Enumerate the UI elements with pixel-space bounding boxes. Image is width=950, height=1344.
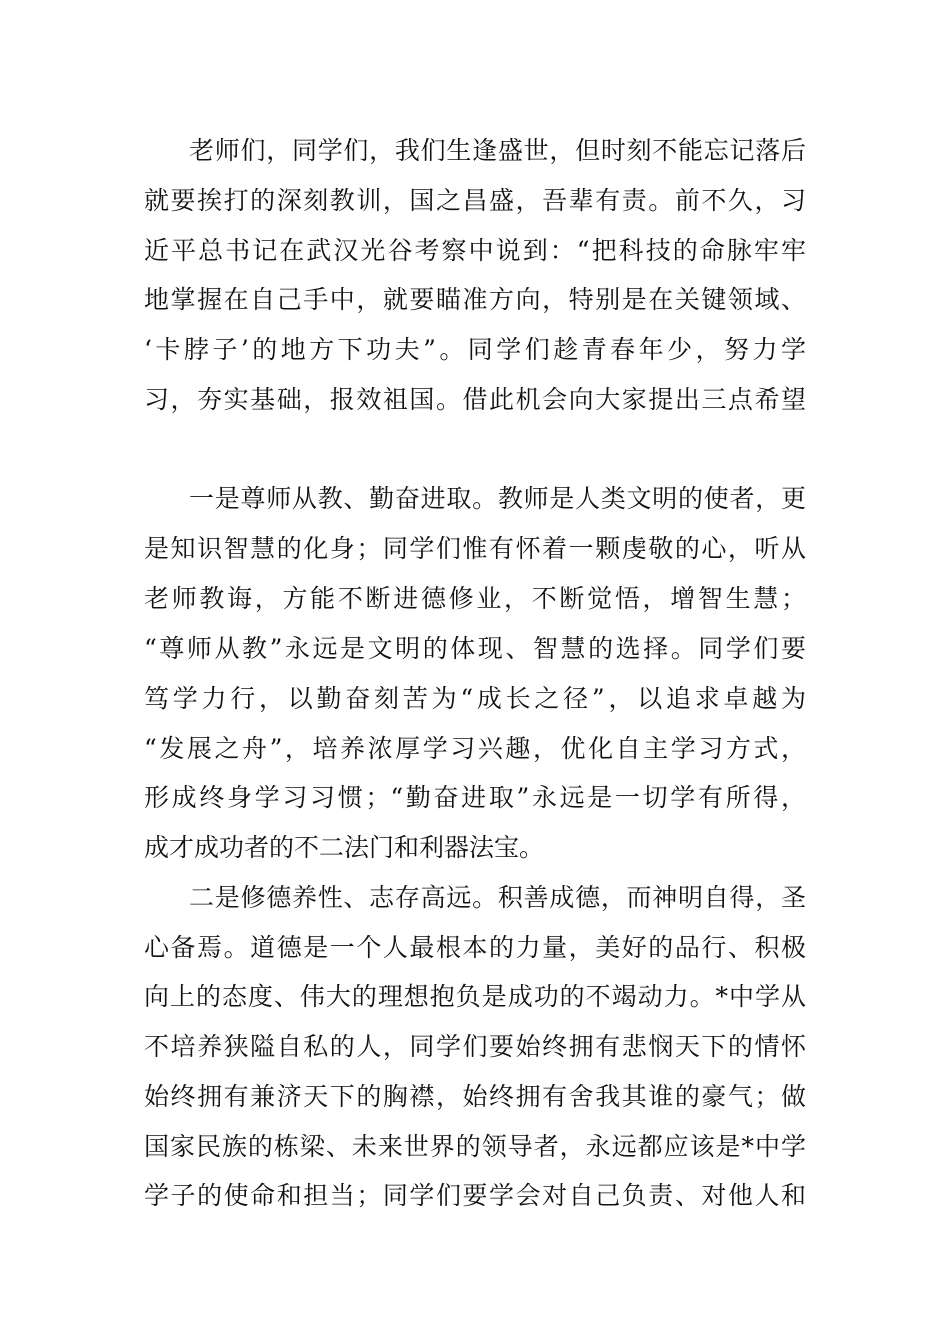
text-line: 形成终身学习习惯；“勤奋进取”永远是一切学有所得， [144,783,806,812]
text-line: 二是修德养性、志存高远。积善成德，而神明自得，圣 [189,883,806,912]
text-line: 成才成功者的不二法门和利器法宝。 [144,833,545,862]
text-line: ‘卡脖子’的地方下功夫”。同学们趁青春年少，努力学 [144,335,806,364]
text-line: 习，夯实基础，报效祖国。借此机会向大家提出三点希望 [144,385,806,414]
text-line: 始终拥有兼济天下的胸襟，始终拥有舍我其谁的豪气；做 [144,1082,806,1111]
text-line: 国家民族的栋梁、未来世界的领导者，永远都应该是*中学 [144,1132,806,1161]
text-line: 笃学力行，以勤奋刻苦为“成长之径”，以追求卓越为 [144,684,806,713]
text-line: “发展之舟”，培养浓厚学习兴趣，优化自主学习方式， [144,734,806,763]
text-line: 是知识智慧的化身；同学们惟有怀着一颗虔敬的心，听从 [144,534,806,563]
text-line: 老师们，同学们，我们生逢盛世，但时刻不能忘记落后 [189,136,806,165]
text-line: 向上的态度、伟大的理想抱负是成功的不竭动力。*中学从 [144,982,806,1011]
text-line: 老师教诲，方能不断进德修业，不断觉悟，增智生慧； [144,584,806,613]
text-line: 近平总书记在武汉光谷考察中说到：“把科技的命脉牢牢 [144,236,806,265]
text-line: 学子的使命和担当；同学们要学会对自己负责、对他人和 [144,1181,806,1210]
text-line: 地掌握在自己手中，就要瞄准方向，特别是在关键领域、 [144,285,806,314]
text-line: 就要挨打的深刻教训，国之昌盛，吾辈有责。前不久，习 [144,186,806,215]
text-line: “尊师从教”永远是文明的体现、智慧的选择。同学们要 [144,634,806,663]
text-line: 不培养狭隘自私的人，同学们要始终拥有悲悯天下的情怀 [144,1032,806,1061]
text-line: 一是尊师从教、勤奋进取。教师是人类文明的使者，更 [189,484,806,513]
text-line: 心备焉。道德是一个人最根本的力量，美好的品行、积极 [144,933,806,962]
